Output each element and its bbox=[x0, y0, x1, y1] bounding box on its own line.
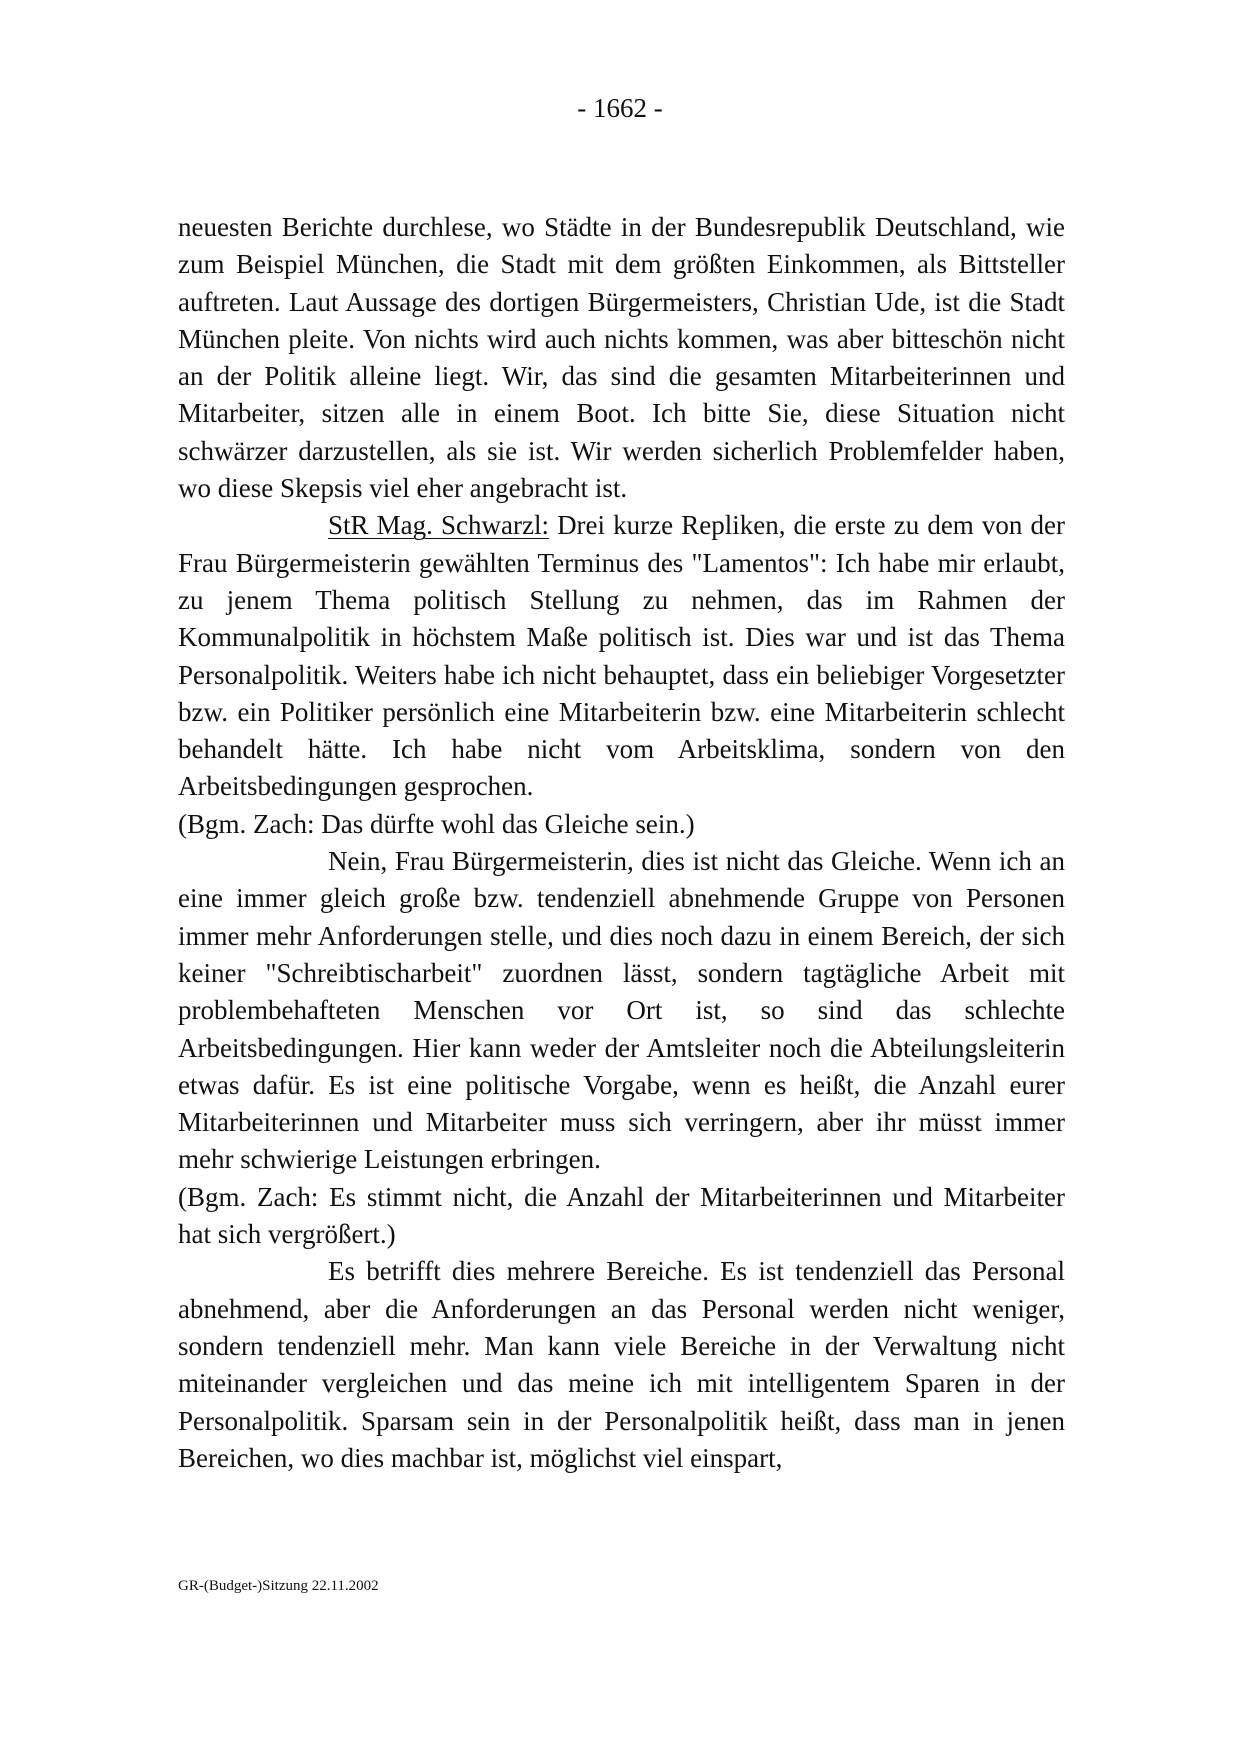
footer-session-label: GR-(Budget-)Sitzung 22.11.2002 bbox=[178, 1578, 379, 1594]
paragraph: Es betrifft dies mehrere Bereiche. Es ist tendenziell das Personal abnehmend, aber die Anforderungen an das Personal werden nicht weniger, sondern tendenziell mehr. Man kann viele Bereiche in der Verwaltung nicht miteinander vergleichen und das meine ich mit intelligentem Sparen in der Personalpolitik. Sparsam sein in der Personalpolitik heißt, dass man in jenen Bereichen, wo dies machbar ist, möglichst viel einspart, bbox=[178, 1256, 1065, 1473]
paragraph-continuation: neuesten Berichte durchlese, wo Städte in der Bundesrepublik Deutschland, wie zum Beispiel München, die Stadt mit dem größten Einkommen, als Bittsteller auftreten. Laut Aussage des dortigen Bürgermeisters, Christian Ude, ist die Stadt München pleite. Von nichts wird auch nichts kommen, was aber bitteschön nicht an der Politik alleine liegt. Wir, das sind die gesamten Mitarbeiterinnen und Mitarbeiter, sitzen alle in einem Boot. Ich bitte Sie, diese Situation nicht schwärzer darzustellen, als sie ist. Wir werden sicherlich Problemfelder haben, wo diese Skepsis viel eher angebracht ist. bbox=[178, 212, 1065, 504]
speaker-paragraph bbox=[178, 507, 1065, 805]
document-body bbox=[178, 209, 1065, 1477]
interjection: (Bgm. Zach: Es stimmt nicht, die Anzahl der Mitarbeiterinnen und Mitarbeiter hat sich vergrößert.) bbox=[178, 1181, 1065, 1250]
speaker-name: StR Mag. Schwarzl: bbox=[328, 510, 549, 541]
interjection: (Bgm. Zach: Das dürfte wohl das Gleiche sein.) bbox=[178, 808, 695, 839]
page-number: - 1662 - bbox=[577, 93, 663, 123]
paragraph: Nein, Frau Bürgermeisterin, dies ist nicht das Gleiche. Wenn ich an eine immer gleich große bzw. tendenziell abnehmende Gruppe von Personen immer mehr Anforderungen stelle, und dies noch dazu in einem Bereich, der sich keiner "Schreibtischarbeit" zuordnen lässt, sondern tagtägliche Arbeit mit problembehafteten Menschen vor Ort ist, so sind das schlechte Arbeitsbedingungen. Hier kann weder der Amtsleiter noch die Abteilungsleiterin etwas dafür. Es ist eine politische Vorgabe, wenn es heißt, die Anzahl eurer Mitarbeiterinnen und Mitarbeiter muss sich verringern, aber ihr müsst immer mehr schwierige Leistungen erbringen. bbox=[178, 846, 1065, 1175]
speaker-statement: Drei kurze Repliken, die erste zu dem von der Frau Bürgermeisterin gewählten Terminus des "Lamentos": Ich habe mir erlaubt, zu jenem Thema politisch Stellung zu nehmen, das im Rahmen der Kommunalpolitik in höchstem Maße politisch ist. Dies war und ist das Thema Personalpolitik. Weiters habe ich nicht behauptet, dass ein beliebiger Vorgesetzter bzw. ein Politiker persönlich eine Mitarbeiterin bzw. eine Mitarbeiterin schlecht behandelt hätte. Ich habe nicht vom Arbeitsklima, sondern von den Arbeitsbedingungen gesprochen. bbox=[178, 510, 1065, 802]
